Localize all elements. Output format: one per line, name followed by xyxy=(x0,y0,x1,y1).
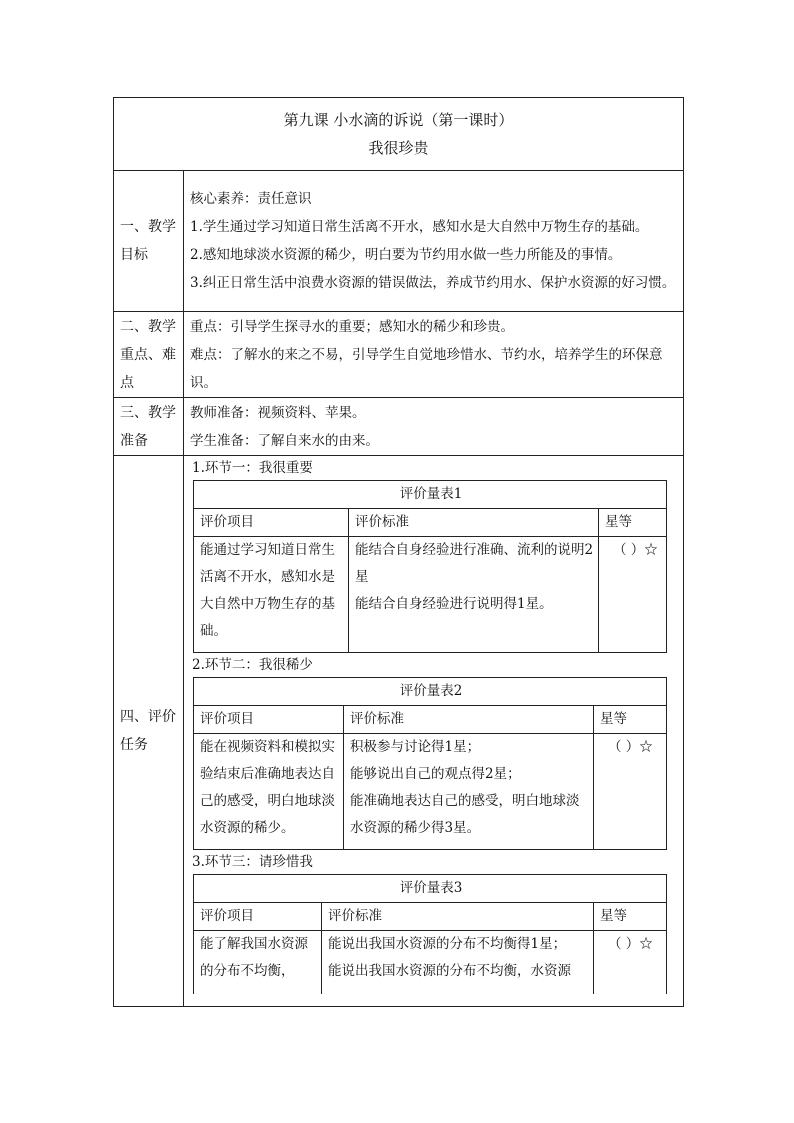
stage-title: 1.环节一：我很重要 xyxy=(192,460,313,476)
lesson-title: 第九课 小水滴的诉说（第一课时） xyxy=(283,111,514,129)
header-stars: 星等 xyxy=(594,706,667,734)
header-item: 评价项目 xyxy=(194,706,344,734)
standard-line: 积极参与讨论得1星； xyxy=(350,739,481,755)
section-content-preparation xyxy=(184,398,684,456)
standard-line: 能够说出自己的观点得2星； xyxy=(350,766,521,782)
rubric-item xyxy=(194,931,322,995)
star-rating-field[interactable] xyxy=(594,931,667,995)
stage-title: 3.环节三：请珍惜我 xyxy=(192,854,313,870)
objective-line: 2.感知地球淡水资源的稀少，明白要为节约用水做一些力所能及的事情。 xyxy=(190,247,622,263)
star-rating-field[interactable]: （ ）☆ xyxy=(594,734,667,850)
standard-line: 能结合自身经验进行准确、流利的说明2星 xyxy=(355,542,594,585)
objective-line: 1.学生通过学习知道日常生活离不开水，感知水是大自然中万物生存的基础。 xyxy=(190,219,649,235)
header-item: 评价项目 xyxy=(194,903,322,931)
rubric-table-1 xyxy=(193,480,667,653)
star-rating-text: （ ）☆ xyxy=(608,936,653,952)
lesson-plan xyxy=(113,97,683,1007)
standard-line: 能结合自身经验进行说明得1星。 xyxy=(355,596,553,612)
header-stars: 星等 xyxy=(599,509,667,537)
header-standard: 评价标准 xyxy=(344,706,594,734)
standard-line: 能说出我国水资源的分布不均衡得1星； xyxy=(328,936,567,952)
title-cell xyxy=(114,98,684,171)
rubric-standard-text xyxy=(328,931,589,994)
objective-line: 3.纠正日常生活中浪费水资源的错误做法，养成节约用水、保护水资源的好习惯。 xyxy=(190,275,676,291)
key-point-line: 重点：引导学生探寻水的重要；感知水的稀少和珍贵。 xyxy=(190,318,514,335)
objective-line: 核心素养：责任意识 xyxy=(190,191,312,207)
lesson-plan-table xyxy=(113,97,684,1007)
header-item: 评价项目 xyxy=(194,509,349,537)
rubric-standard xyxy=(344,734,594,850)
key-point-line: 难点：了解水的来之不易，引导学生自觉地珍惜水、节约水，培养学生的环保意识。 xyxy=(190,346,663,391)
rubric-table-2 xyxy=(193,677,667,850)
rubric-standard xyxy=(349,537,599,653)
section-content-key-points xyxy=(184,312,684,398)
section-label-objectives: 一、教学目标 xyxy=(114,171,184,312)
stage-title: 2.环节二：我很稀少 xyxy=(192,657,313,673)
section-content-objectives xyxy=(184,171,684,312)
header-stars: 星等 xyxy=(594,903,667,931)
rubric-table-3 xyxy=(193,874,667,994)
header-standard: 评价标准 xyxy=(322,903,594,931)
header-standard: 评价标准 xyxy=(349,509,599,537)
rubric-item: 能在视频资料和模拟实验结束后准确地表达自己的感受，明白地球淡水资源的稀少。 xyxy=(194,734,344,850)
rubric-item-text: 能了解我国水资源的分布不均衡， xyxy=(200,936,308,979)
section-label-evaluation: 四、评价任务 xyxy=(114,456,184,1007)
section-content-evaluation xyxy=(184,456,684,1007)
preparation-line: 教师准备：视频资料、苹果。 xyxy=(190,404,366,421)
standard-line: 能准确地表达自己的感受，明白地球淡水资源的稀少得3星。 xyxy=(350,793,580,836)
preparation-line: 学生准备：了解自来水的由来。 xyxy=(190,432,379,449)
lesson-subtitle: 我很珍贵 xyxy=(368,139,429,157)
standard-line: 能说出我国水资源的分布不均衡，水资源 xyxy=(328,963,571,979)
rubric-caption: 评价量表3 xyxy=(194,875,667,903)
rubric-caption: 评价量表2 xyxy=(194,678,667,706)
rubric-standard xyxy=(322,931,594,995)
section-label-key-points: 二、教学重点、难点 xyxy=(114,312,184,398)
rubric-caption: 评价量表1 xyxy=(194,481,667,509)
star-rating-field[interactable]: （ ）☆ xyxy=(599,537,667,653)
section-label-preparation: 三、教学准备 xyxy=(114,398,184,456)
rubric-item: 能通过学习知道日常生活离不开水，感知水是大自然中万物生存的基础。 xyxy=(194,537,349,653)
